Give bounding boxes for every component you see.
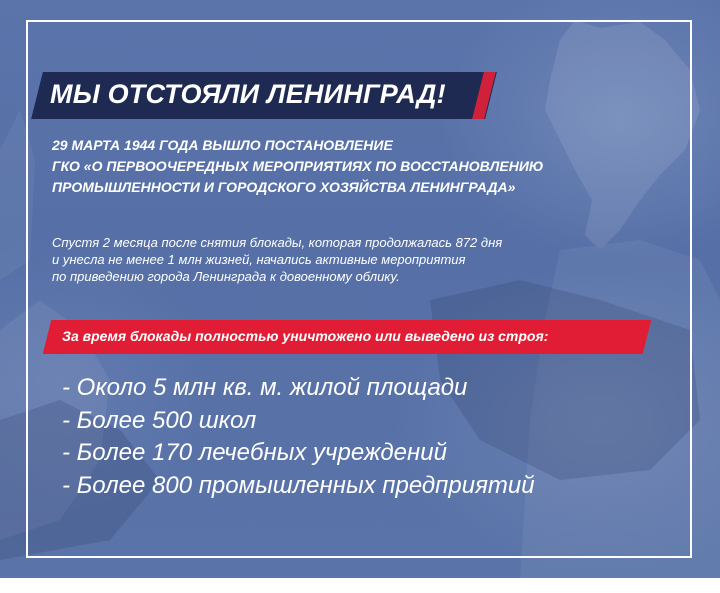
list-item: - Более 800 промышленных предприятий (62, 471, 535, 499)
decree-line: ГКО «О ПЕРВООЧЕРЕДНЫХ МЕРОПРИЯТИЯХ ПО ВОССТАНОВЛЕНИЮ (52, 158, 544, 174)
page-title: МЫ ОТСТОЯЛИ ЛЕНИНГРАД! (50, 79, 446, 109)
list-item: - Около 5 млн кв. м. жилой площади (62, 374, 468, 401)
bottom-strip (0, 578, 720, 593)
losses-banner-text: За время блокады полностью уничтожено или выведено из строя: (62, 328, 549, 344)
list-item: - Более 500 школ (62, 406, 257, 434)
intro-paragraph (52, 234, 502, 285)
decree-line: 29 МАРТА 1944 ГОДА ВЫШЛО ПОСТАНОВЛЕНИЕ (52, 137, 393, 153)
paragraph-line: Спустя 2 месяца после снятия блокады, которая продолжалась 872 дня (52, 235, 503, 250)
decree-heading (52, 135, 543, 198)
decree-line: ПРОМЫШЛЕННОСТИ И ГОРОДСКОГО ХОЗЯЙСТВА ЛЕНИНГРАДА» (52, 179, 516, 195)
paragraph-line: и унесла не менее 1 млн жизней, начались активные мероприятия (52, 252, 466, 267)
losses-list (62, 372, 535, 502)
paragraph-line: по приведению города Ленинграда к довоенному облику. (52, 269, 400, 284)
list-item: - Более 170 лечебных учреждений (62, 439, 447, 466)
